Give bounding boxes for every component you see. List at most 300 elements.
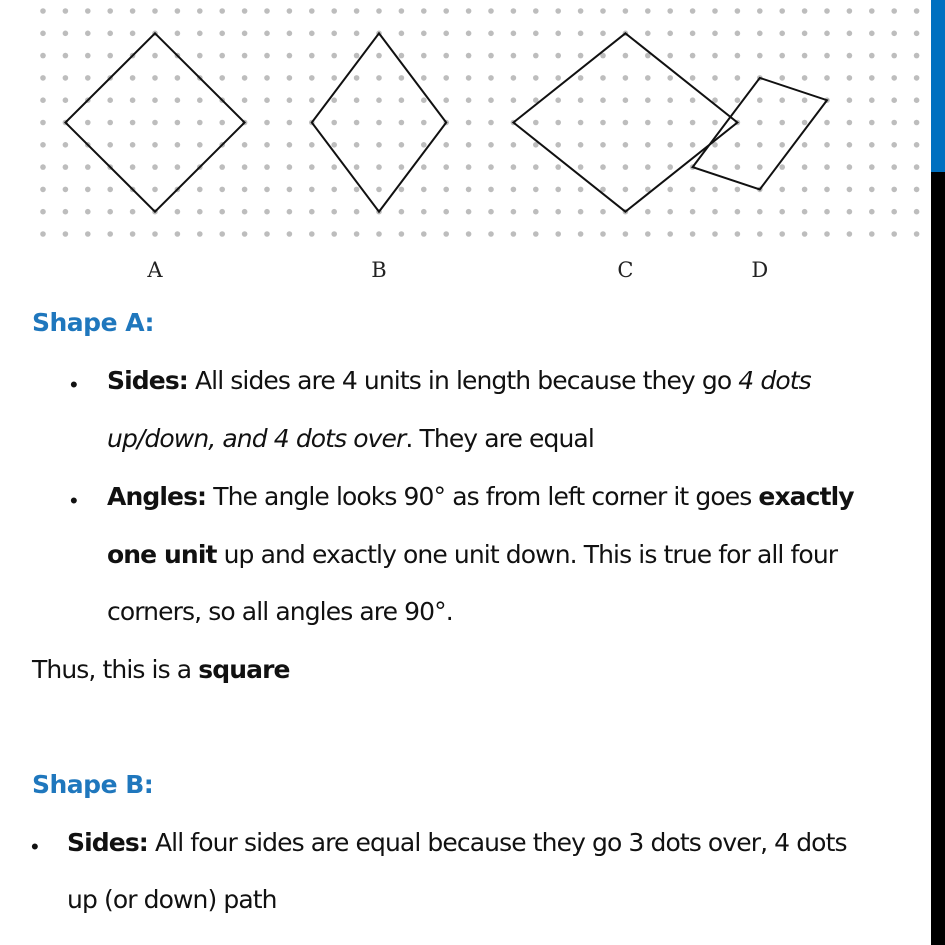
shape-a-heading: Shape A:	[32, 308, 155, 337]
grid-dot	[757, 97, 763, 103]
grid-dot	[197, 187, 203, 193]
grid-dot	[40, 209, 46, 215]
grid-dot	[600, 8, 606, 14]
grid-dot	[488, 209, 494, 215]
grid-dot	[287, 231, 293, 237]
grid-dot	[600, 142, 606, 148]
grid-dot	[779, 164, 785, 170]
grid-dot	[824, 164, 830, 170]
grid-dot	[533, 187, 539, 193]
grid-dot	[511, 8, 517, 14]
grid-dot	[376, 231, 382, 237]
grid-dot	[488, 231, 494, 237]
grid-dot	[847, 187, 853, 193]
grid-dot	[488, 97, 494, 103]
grid-dot	[85, 187, 91, 193]
grid-dot	[152, 187, 158, 193]
grid-dot	[130, 142, 136, 148]
grid-dot	[735, 8, 741, 14]
grid-dot	[735, 75, 741, 81]
shape-b-sides-line1: Sides: All four sides are equal because they go 3 dots over, 4 dots	[67, 828, 847, 857]
grid-dot	[555, 97, 561, 103]
grid-dot	[331, 97, 337, 103]
grid-dot	[309, 75, 315, 81]
grid-dot	[175, 209, 181, 215]
grid-dot	[623, 231, 629, 237]
grid-dot	[107, 31, 113, 37]
grid-dot	[331, 209, 337, 215]
grid-dot	[847, 120, 853, 126]
grid-dot	[219, 31, 225, 37]
grid-dot	[824, 231, 830, 237]
grid-dot	[130, 8, 136, 14]
grid-dot	[421, 164, 427, 170]
grid-dot	[578, 209, 584, 215]
grid-dot	[869, 209, 875, 215]
grid-dot	[488, 120, 494, 126]
grid-dot	[667, 53, 673, 59]
grid-dot	[555, 75, 561, 81]
grid-dot	[914, 187, 920, 193]
grid-dot	[443, 142, 449, 148]
grid-dot	[847, 53, 853, 59]
grid-dot	[555, 120, 561, 126]
grid-dot	[443, 31, 449, 37]
grid-dot	[287, 142, 293, 148]
grid-dot	[40, 142, 46, 148]
grid-dot	[107, 209, 113, 215]
grid-dot	[824, 187, 830, 193]
grid-dot	[175, 120, 181, 126]
grid-dot	[891, 31, 897, 37]
grid-dot	[511, 164, 517, 170]
grid-dot	[421, 31, 427, 37]
grid-dot	[152, 164, 158, 170]
grid-dot	[712, 53, 718, 59]
grid-dot	[667, 75, 673, 81]
grid-dot	[869, 187, 875, 193]
grid-dot	[511, 142, 517, 148]
grid-dot	[376, 187, 382, 193]
grid-dot	[735, 53, 741, 59]
sides-label: Sides:	[107, 366, 188, 395]
grid-dot	[869, 97, 875, 103]
grid-dot	[511, 53, 517, 59]
grid-dot	[197, 31, 203, 37]
grid-dot	[466, 53, 472, 59]
bullet-icon: •	[31, 834, 39, 859]
grid-dot	[667, 97, 673, 103]
grid-dot	[779, 231, 785, 237]
grid-dot	[376, 53, 382, 59]
grid-dot	[376, 8, 382, 14]
shape-a-angles-line3: corners, so all angles are 90°.	[107, 597, 453, 626]
grid-dot	[197, 97, 203, 103]
grid-dot	[309, 209, 315, 215]
grid-dot	[757, 8, 763, 14]
grid-dot	[242, 8, 248, 14]
grid-dot	[802, 187, 808, 193]
grid-dot	[175, 164, 181, 170]
grid-dot	[511, 31, 517, 37]
dot-grid-figure	[0, 0, 931, 290]
shape-a-sides-line2: up/down, and 4 dots over. They are equal	[107, 424, 594, 453]
grid-dot	[824, 120, 830, 126]
grid-dot	[175, 231, 181, 237]
grid-dot	[331, 164, 337, 170]
grid-dot	[219, 53, 225, 59]
grid-dot	[914, 31, 920, 37]
grid-dot	[63, 187, 69, 193]
grid-dot	[779, 187, 785, 193]
grid-dot	[511, 75, 517, 81]
grid-dot	[197, 8, 203, 14]
grid-dot	[331, 120, 337, 126]
grid-dot	[667, 142, 673, 148]
grid-dot	[354, 142, 360, 148]
grid-dot	[488, 31, 494, 37]
grid-dot	[219, 187, 225, 193]
grid-dot	[891, 75, 897, 81]
grid-dot	[331, 187, 337, 193]
shape-label-a: A	[147, 258, 163, 282]
grid-dot	[219, 209, 225, 215]
grid-dot	[466, 142, 472, 148]
grid-dot	[466, 231, 472, 237]
grid-dot	[399, 53, 405, 59]
grid-dot	[175, 8, 181, 14]
grid-dot	[399, 97, 405, 103]
grid-dot	[645, 120, 651, 126]
grid-dot	[623, 97, 629, 103]
grid-dot	[63, 75, 69, 81]
grid-dot	[85, 231, 91, 237]
grid-dot	[511, 209, 517, 215]
angles-label: Angles:	[107, 482, 207, 511]
grid-dot	[376, 97, 382, 103]
grid-dot	[466, 97, 472, 103]
grid-dot	[869, 75, 875, 81]
grid-dot	[219, 231, 225, 237]
grid-dot	[287, 53, 293, 59]
grid-dot	[287, 164, 293, 170]
grid-dot	[779, 142, 785, 148]
grid-dot	[466, 164, 472, 170]
grid-dot	[85, 209, 91, 215]
shape-b-sides-line2: up (or down) path	[67, 885, 277, 914]
grid-dot	[600, 120, 606, 126]
grid-dot	[85, 75, 91, 81]
grid-dot	[242, 164, 248, 170]
grid-dot	[331, 75, 337, 81]
grid-dot	[309, 142, 315, 148]
shape-label-d: D	[751, 258, 769, 282]
grid-dot	[40, 187, 46, 193]
grid-dot	[735, 142, 741, 148]
grid-dot	[107, 97, 113, 103]
grid-dot	[354, 8, 360, 14]
grid-dot	[354, 97, 360, 103]
grid-dot	[645, 164, 651, 170]
grid-dot	[63, 97, 69, 103]
grid-dot	[779, 75, 785, 81]
grid-dot	[63, 209, 69, 215]
grid-dot	[847, 164, 853, 170]
grid-dot	[242, 75, 248, 81]
grid-dot	[578, 75, 584, 81]
grid-dot	[331, 8, 337, 14]
bullet-icon: •	[70, 488, 78, 513]
grid-dot	[488, 164, 494, 170]
grid-dot	[824, 8, 830, 14]
grid-dot	[85, 31, 91, 37]
grid-dot	[466, 75, 472, 81]
grid-dot	[40, 164, 46, 170]
grid-dot	[802, 53, 808, 59]
grid-dot	[399, 120, 405, 126]
grid-dot	[264, 97, 270, 103]
grid-dot	[421, 8, 427, 14]
grid-dot	[667, 31, 673, 37]
grid-dot	[40, 53, 46, 59]
grid-dot	[555, 142, 561, 148]
grid-dot	[242, 53, 248, 59]
grid-dot	[197, 142, 203, 148]
bullet-icon: •	[70, 372, 78, 397]
grid-dot	[287, 75, 293, 81]
grid-dot	[197, 209, 203, 215]
grid-dot	[488, 8, 494, 14]
grid-dot	[130, 231, 136, 237]
grid-dot	[533, 164, 539, 170]
grid-dot	[264, 75, 270, 81]
grid-dot	[802, 97, 808, 103]
grid-dot	[466, 8, 472, 14]
grid-dot	[847, 31, 853, 37]
grid-dot	[219, 120, 225, 126]
grid-dot	[802, 31, 808, 37]
grid-dot	[712, 187, 718, 193]
grid-dot	[555, 8, 561, 14]
grid-dot	[533, 209, 539, 215]
grid-dot	[264, 187, 270, 193]
grid-dot	[645, 8, 651, 14]
grid-dot	[63, 231, 69, 237]
grid-dot	[130, 75, 136, 81]
grid-dot	[466, 120, 472, 126]
grid-dot	[757, 142, 763, 148]
grid-dot	[443, 75, 449, 81]
grid-dot	[40, 31, 46, 37]
grid-dot	[152, 120, 158, 126]
side-dark-bar	[931, 172, 945, 945]
grid-dot	[354, 53, 360, 59]
grid-dot	[735, 187, 741, 193]
grid-dot	[623, 53, 629, 59]
grid-dot	[287, 209, 293, 215]
grid-dot	[578, 31, 584, 37]
grid-dot	[40, 97, 46, 103]
grid-dot	[757, 231, 763, 237]
grid-dot	[779, 53, 785, 59]
grid-dot	[399, 164, 405, 170]
grid-dot	[578, 120, 584, 126]
grid-dot	[287, 187, 293, 193]
grid-dot	[107, 231, 113, 237]
grid-dot	[399, 209, 405, 215]
grid-dot	[914, 209, 920, 215]
grid-dot	[175, 31, 181, 37]
grid-dot	[264, 53, 270, 59]
grid-dot	[802, 231, 808, 237]
grid-dot	[690, 53, 696, 59]
grid-dot	[331, 142, 337, 148]
grid-dot	[376, 142, 382, 148]
grid-dot	[421, 231, 427, 237]
grid-dot	[264, 120, 270, 126]
grid-dot	[130, 164, 136, 170]
grid-dot	[242, 97, 248, 103]
grid-dot	[511, 231, 517, 237]
grid-dot	[85, 120, 91, 126]
grid-dot	[555, 164, 561, 170]
grid-dot	[421, 142, 427, 148]
grid-dot	[443, 8, 449, 14]
grid-dot	[667, 231, 673, 237]
grid-dot	[197, 231, 203, 237]
grid-dot	[578, 164, 584, 170]
grid-dot	[869, 8, 875, 14]
grid-dot	[488, 75, 494, 81]
grid-dot	[242, 209, 248, 215]
grid-dot	[757, 120, 763, 126]
grid-dot	[712, 231, 718, 237]
grid-dot	[824, 53, 830, 59]
grid-dot	[690, 97, 696, 103]
grid-dot	[242, 31, 248, 37]
grid-dot	[555, 31, 561, 37]
grid-dot	[443, 187, 449, 193]
grid-dot	[242, 142, 248, 148]
grid-dot	[533, 75, 539, 81]
grid-dot	[645, 142, 651, 148]
grid-dot	[421, 187, 427, 193]
grid-dot	[891, 187, 897, 193]
grid-dot	[623, 8, 629, 14]
grid-dot	[802, 75, 808, 81]
grid-dot	[869, 31, 875, 37]
grid-dot	[130, 97, 136, 103]
grid-dot	[152, 231, 158, 237]
grid-dot	[309, 231, 315, 237]
grid-dot	[443, 209, 449, 215]
grid-dot	[511, 97, 517, 103]
shape-a-angles-line2: one unit up and exactly one unit down. This is true for all four	[107, 540, 838, 569]
grid-dot	[354, 209, 360, 215]
grid-dot	[802, 8, 808, 14]
grid-dot	[331, 231, 337, 237]
grid-dot	[623, 142, 629, 148]
grid-dot	[690, 8, 696, 14]
grid-dot	[264, 209, 270, 215]
grid-dot	[891, 231, 897, 237]
grid-dot	[690, 209, 696, 215]
grid-dot	[690, 142, 696, 148]
grid-dot	[107, 8, 113, 14]
grid-dot	[712, 31, 718, 37]
grid-dot	[219, 164, 225, 170]
grid-dot	[578, 187, 584, 193]
grid-dot	[757, 164, 763, 170]
grid-dot	[219, 75, 225, 81]
grid-dot	[667, 8, 673, 14]
grid-dot	[264, 31, 270, 37]
grid-dot	[421, 120, 427, 126]
grid-dot	[891, 53, 897, 59]
grid-dot	[735, 97, 741, 103]
grid-dot	[914, 164, 920, 170]
grid-dot	[175, 75, 181, 81]
grid-dot	[488, 53, 494, 59]
grid-dot	[152, 97, 158, 103]
grid-dot	[735, 209, 741, 215]
grid-dot	[63, 164, 69, 170]
grid-dot	[533, 31, 539, 37]
grid-dot	[107, 120, 113, 126]
grid-dot	[578, 8, 584, 14]
grid-dot	[309, 164, 315, 170]
grid-dot	[779, 97, 785, 103]
grid-dot	[914, 8, 920, 14]
grid-dot	[690, 75, 696, 81]
grid-dot	[175, 142, 181, 148]
grid-dot	[623, 164, 629, 170]
grid-dot	[645, 231, 651, 237]
grid-dot	[85, 164, 91, 170]
grid-dot	[914, 120, 920, 126]
grid-dot	[600, 97, 606, 103]
grid-dot	[107, 142, 113, 148]
grid-dot	[555, 209, 561, 215]
grid-dot	[735, 31, 741, 37]
grid-dot	[802, 209, 808, 215]
grid-dot	[63, 31, 69, 37]
shape-label-b: B	[371, 258, 387, 282]
grid-dot	[488, 142, 494, 148]
grid-dot	[891, 142, 897, 148]
grid-dot	[690, 31, 696, 37]
grid-dot	[287, 31, 293, 37]
grid-dot	[578, 142, 584, 148]
grid-dot	[63, 53, 69, 59]
grid-dot	[869, 120, 875, 126]
grid-dot	[354, 164, 360, 170]
grid-dot	[869, 231, 875, 237]
grid-dot	[712, 164, 718, 170]
grid-dot	[623, 75, 629, 81]
grid-dot	[914, 231, 920, 237]
grid-dot	[712, 8, 718, 14]
grid-dot	[802, 142, 808, 148]
grid-dot	[264, 231, 270, 237]
grid-dot	[40, 8, 46, 14]
grid-dot	[130, 120, 136, 126]
grid-dot	[287, 120, 293, 126]
grid-dot	[869, 164, 875, 170]
grid-dot	[869, 53, 875, 59]
grid-dot	[242, 187, 248, 193]
grid-dot	[354, 75, 360, 81]
